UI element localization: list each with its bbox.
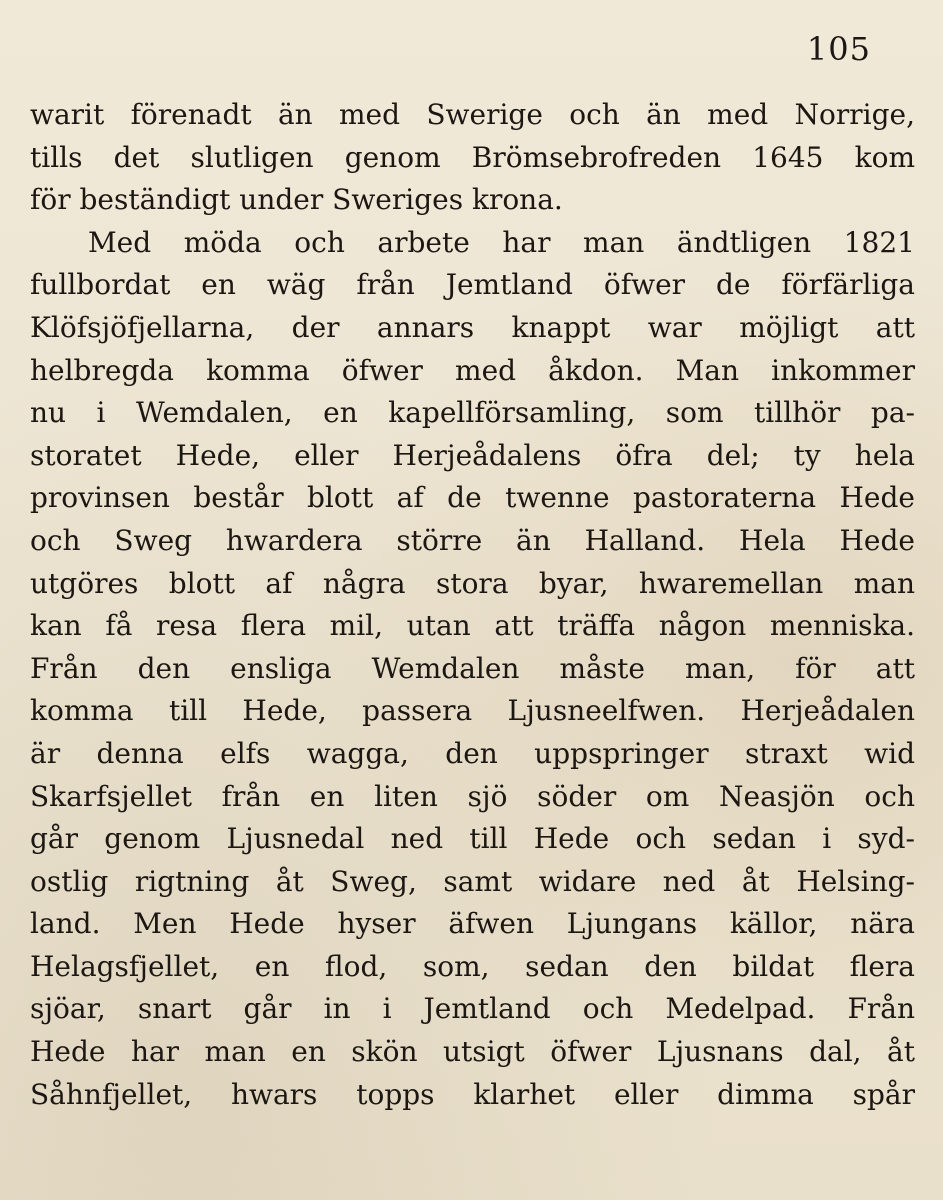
text-line: sjöar, snart går in i Jemtland och Medelpad. Från: [30, 992, 915, 1026]
text-line: nu i Wemdalen, en kapellförsamling, som tillhör pa-: [30, 396, 915, 430]
body-text: [30, 94, 915, 1116]
text-line: fullbordat en wäg från Jemtland öfwer de förfärliga: [30, 268, 915, 302]
text-line: Skarfsjellet från en liten sjö söder om Neasjön och: [30, 779, 915, 813]
page-number: 105: [806, 30, 871, 68]
text-line: tills det slutligen genom Brömsebrofreden 1645 kom: [30, 140, 915, 174]
text-line: Klöfsjöfjellarna, der annars knappt war möjligt att: [30, 310, 915, 344]
text-line: är denna elfs wagga, den uppspringer straxt wid: [30, 736, 915, 770]
text-line: komma till Hede, passera Ljusneelfwen. Herjeådalen: [30, 694, 915, 728]
text-line: utgöres blott af några stora byar, hwaremellan man: [30, 566, 915, 600]
text-line: Hede har man en skön utsigt öfwer Ljusnans dal, åt: [30, 1035, 915, 1069]
text-line: storatet Hede, eller Herjeådalens öfra del; ty hela: [30, 438, 915, 472]
text-line: och Sweg hwardera större än Halland. Hela Hede: [30, 523, 915, 557]
text-line: provinsen består blott af de twenne pastoraterna Hede: [30, 481, 915, 515]
text-line: Helagsfjellet, en flod, som, sedan den bildat flera: [30, 949, 915, 983]
text-line: Såhnfjellet, hwars topps klarhet eller dimma spår: [30, 1077, 915, 1111]
text-line: går genom Ljusnedal ned till Hede och sedan i syd-: [30, 822, 915, 856]
text-line: Med möda och arbete har man ändtligen 1821: [88, 225, 915, 259]
text-line: warit förenadt än med Swerige och än med Norrige,: [30, 98, 915, 131]
text-line: kan få resa flera mil, utan att träffa någon menniska.: [30, 609, 915, 643]
text-line: Från den ensliga Wemdalen måste man, för att: [30, 651, 915, 685]
text-line: ostlig rigtning åt Sweg, samt widare ned åt Helsing-: [30, 864, 915, 898]
text-line: för beständigt under Sweriges krona.: [30, 183, 563, 217]
text-line: land. Men Hede hyser äfwen Ljungans källor, nära: [30, 907, 915, 941]
text-line: helbregda komma öfwer med åkdon. Man inkommer: [30, 353, 915, 387]
